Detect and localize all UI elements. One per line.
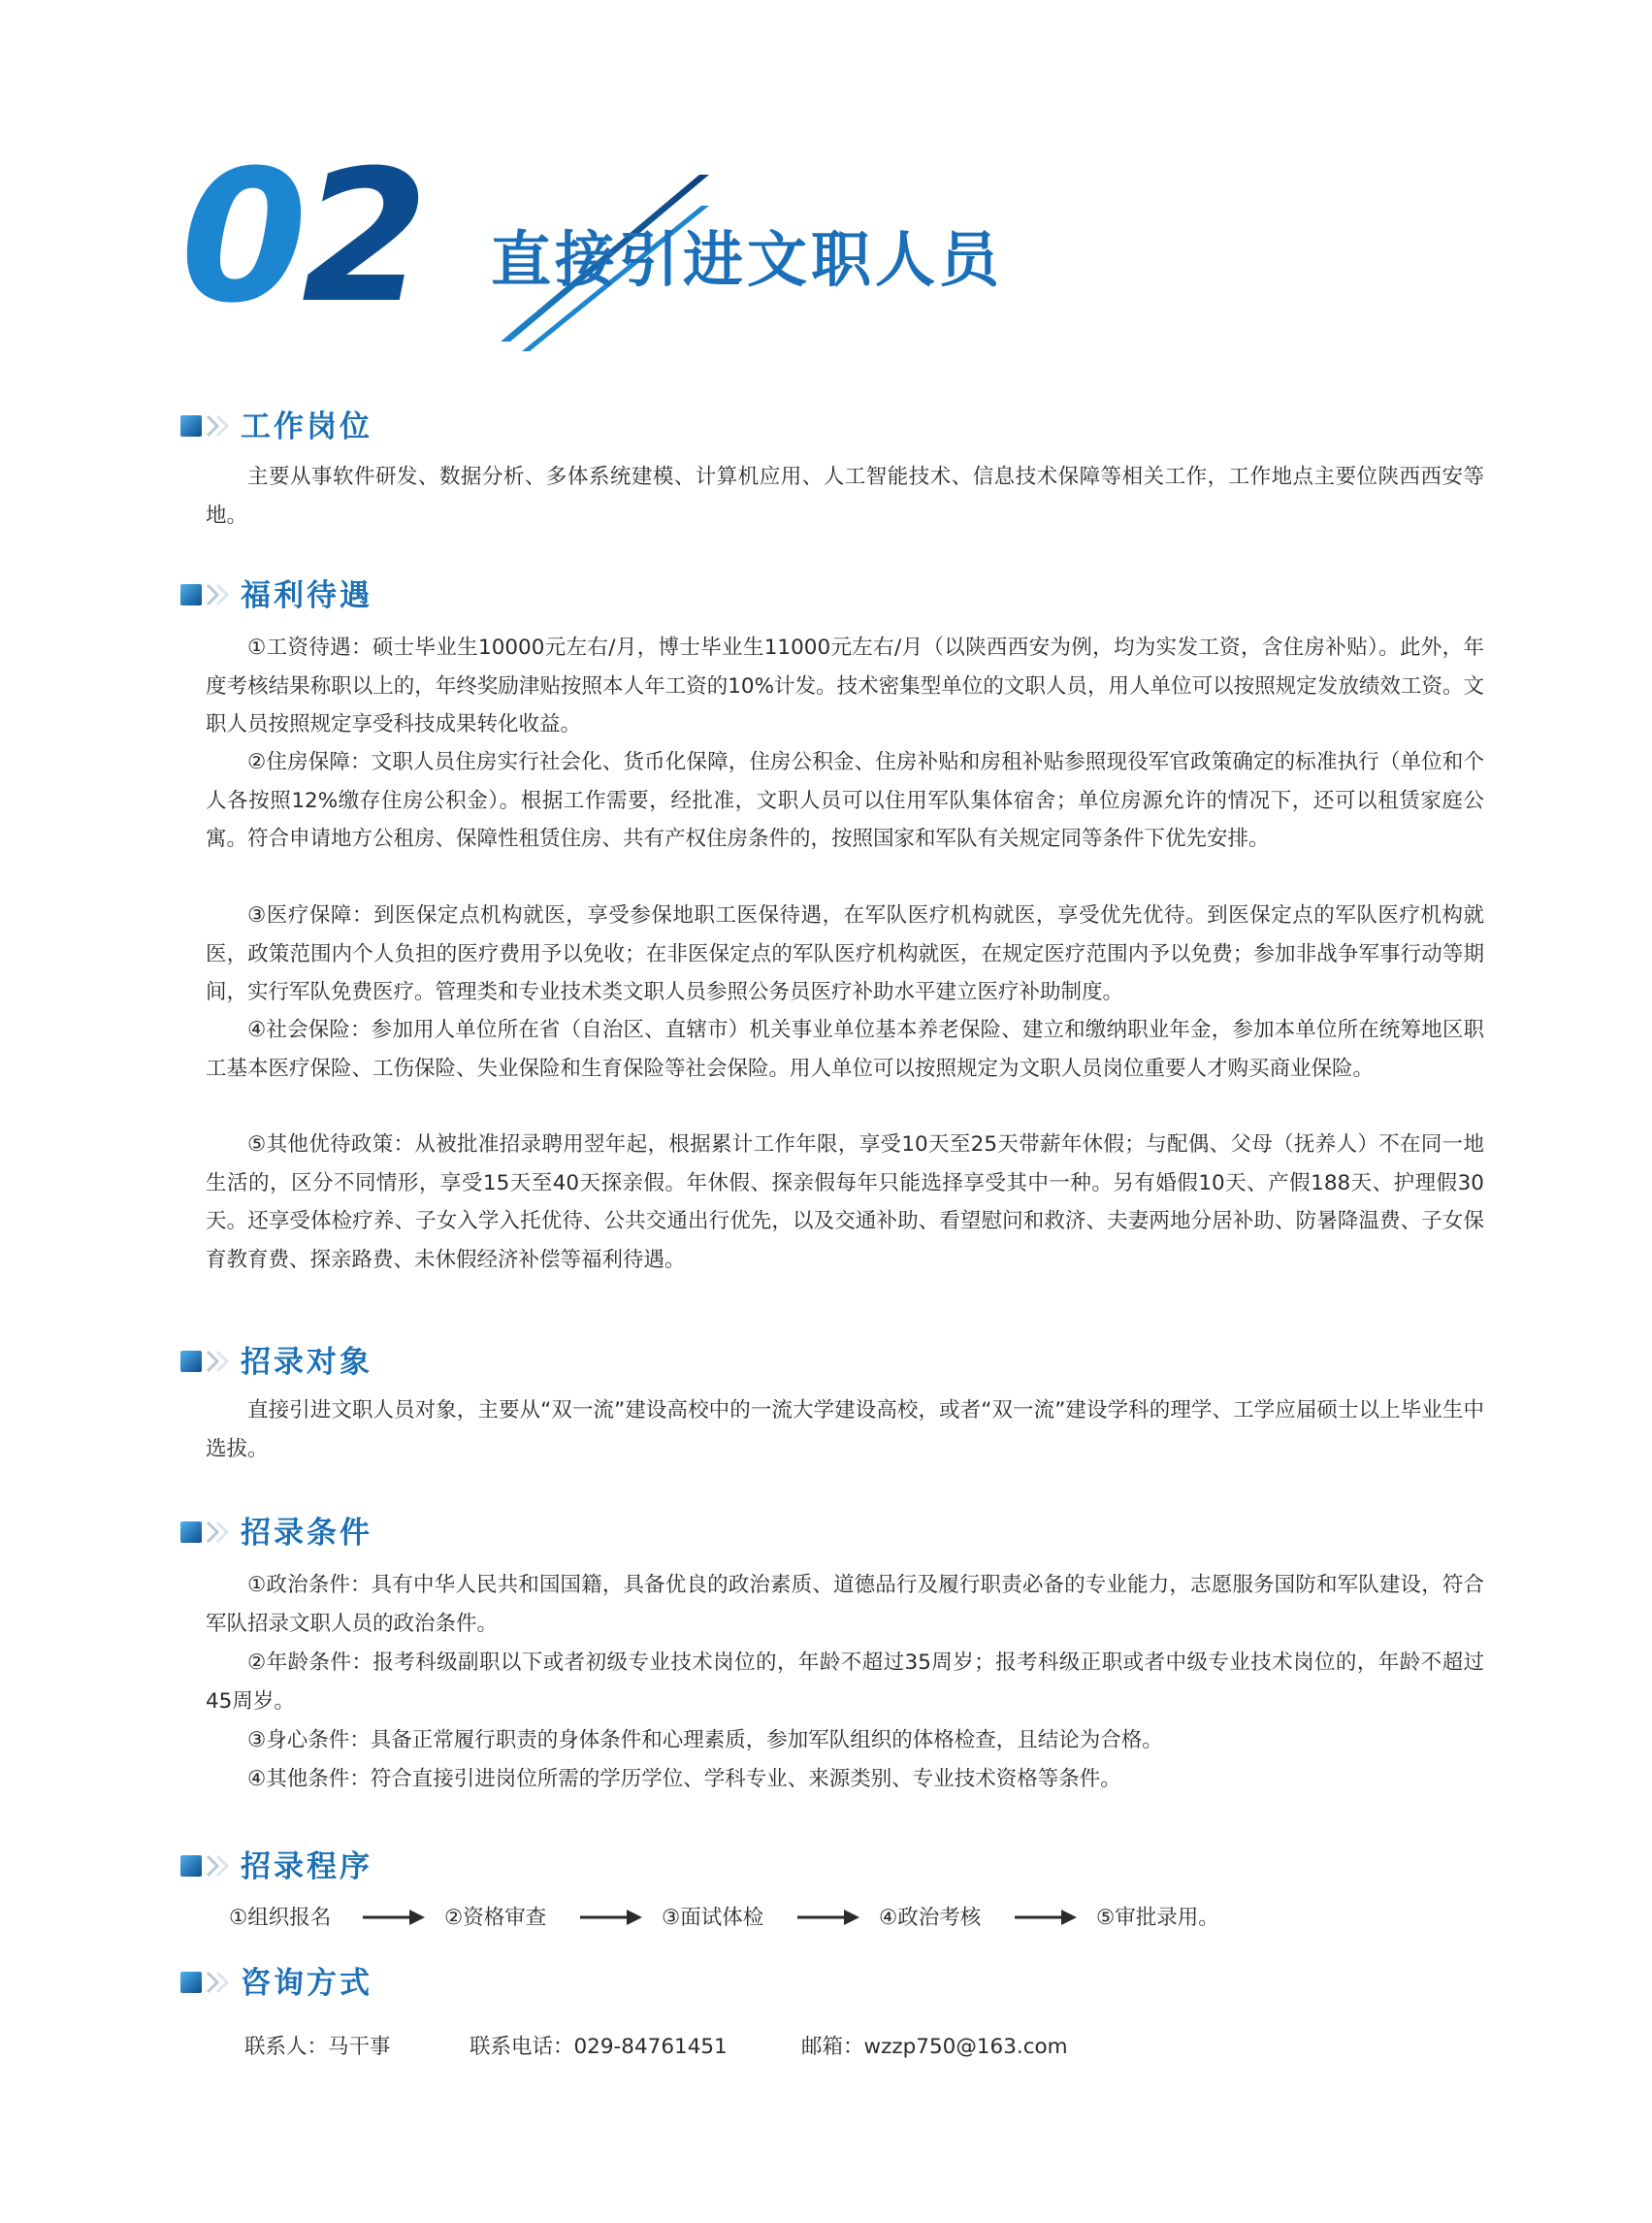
condition-item-age: ②年龄条件：报考科级副职以下或者初级专业技术岗位的，年龄不超过35周岁；报考科级正职或者中级专业技术岗位的，年龄不超过45周岁。 — [206, 1651, 1484, 1714]
arrow-right-icon — [1015, 1907, 1079, 1928]
page-title: 直接引进文职人员 — [491, 224, 1004, 295]
square-chevron-icon — [180, 413, 239, 441]
process-step: ⑤审批录用。 — [1096, 1906, 1219, 1930]
square-chevron-icon — [180, 582, 239, 609]
benefit-item-other: ⑤其他优待政策：从被批准招录聘用翌年起，根据累计工作年限，享受10天至25天带薪年休假；与配偶、父母（抚养人）不在同一地生活的，区分不同情形，享受15天至40天探亲假。年休假、探亲假每年只能选择享受其中一种。另有婚假10天、产假188天、护理假30天。还享受体检疗养、子女入学入托优待、公共交通出行优先，以及交通补助、看望慰问和救济、夫妻两地分居补助、防暑降温费、子女保育教育费、探亲路费、未休假经济补偿等福利待遇。 — [206, 1132, 1484, 1272]
page-header — [180, 131, 1053, 343]
section-title-positions: 工作岗位 — [241, 409, 373, 444]
section-title-contact: 咨询方式 — [241, 1966, 373, 2001]
section-number — [180, 131, 423, 343]
section-title-process: 招录程序 — [241, 1849, 373, 1884]
process-flow — [229, 1899, 1490, 1938]
condition-item-other: ④其他条件：符合直接引进岗位所需的学历学位、学科专业、来源类别、专业技术资格等条件。 — [247, 1767, 1121, 1791]
benefit-item-insurance: ④社会保险：参加用人单位所在省（自治区、直辖市）机关事业单位基本养老保险、建立和缴纳职业年金，参加本单位所在统筹地区职工基本医疗保险、工伤保险、失业保险和生育保险等社会保险。用人单位可以按照规定为文职人员岗位重要人才购买商业保险。 — [206, 1018, 1484, 1081]
section-title-targets: 招录对象 — [241, 1345, 373, 1380]
section-number-digit-0: 0 — [180, 131, 302, 343]
benefit-item-medical: ③医疗保障：到医保定点机构就医，享受参保地职工医保待遇，在军队医疗机构就医，享受优先优待。到医保定点的军队医疗机构就医，政策范围内个人负担的医疗费用予以免收；在非医保定点的军队医疗机构就医，在规定医疗范围内予以免费；参加非战争军事行动等期间，实行军队免费医疗。管理类和专业技术类文职人员参照公务员医疗补助水平建立医疗补助制度。 — [206, 903, 1484, 1004]
condition-item-health: ③身心条件：具备正常履行职责的身体条件和心理素质，参加军队组织的体格检查，且结论为合格。 — [247, 1728, 1163, 1752]
benefit-item-salary: ①工资待遇：硕士毕业生10000元左右/月，博士毕业生11000元左右/月（以陕西西安为例，均为实发工资，含住房补贴）。此外，年度考核结果称职以上的，年终奖励津贴按照本人年工资的10%计发。技术密集型单位的文职人员，用人单位可以按照规定发放绩效工资。文职人员按照规定享受科技成果转化收益。 — [206, 636, 1484, 736]
targets-text: 直接引进文职人员对象，主要从“双一流”建设高校中的一流大学建设高校，或者“双一流”建设学科的理学、工学应届硕士以上毕业生中选拔。 — [206, 1398, 1484, 1461]
benefit-item-housing: ②住房保障：文职人员住房实行社会化、货币化保障，住房公积金、住房补贴和房租补贴参照现役军官政策确定的标准执行（单位和个人各按照12%缴存住房公积金）。根据工作需要，经批准，文职人员可以住用军队集体宿舍；单位房源允许的情况下，还可以租赁家庭公寓。符合申请地方公租房、保障性租赁住房、共有产权住房条件的，按照国家和军队有关规定同等条件下优先安排。 — [206, 750, 1484, 851]
arrow-right-icon — [797, 1907, 861, 1928]
process-step: ③面试体检 — [662, 1906, 764, 1930]
process-step: ①组织报名 — [229, 1906, 332, 1930]
process-step: ②资格审查 — [444, 1906, 547, 1930]
contact-person: 联系人：马干事 — [244, 2035, 391, 2059]
square-chevron-icon — [180, 1970, 239, 1997]
contact-email[interactable]: 邮箱：wzzp750@163.com — [801, 2035, 1068, 2059]
positions-text: 主要从事软件研发、数据分析、多体系统建模、计算机应用、人工智能技术、信息技术保障等相关工作，工作地点主要位陕西西安等地。 — [206, 465, 1484, 528]
square-chevron-icon — [180, 1520, 239, 1547]
square-chevron-icon — [180, 1853, 239, 1880]
process-step: ④政治考核 — [879, 1906, 982, 1930]
arrow-right-icon — [580, 1907, 644, 1928]
arrow-right-icon — [363, 1907, 427, 1928]
section-number-digit-2: 2 — [301, 131, 423, 343]
section-title-conditions: 招录条件 — [241, 1516, 373, 1551]
square-chevron-icon — [180, 1349, 239, 1376]
contact-phone: 联系电话：029-84761451 — [470, 2035, 728, 2059]
condition-item-political: ①政治条件：具有中华人民共和国国籍，具备优良的政治素质、道德品行及履行职责必备的专业能力，志愿服务国防和军队建设，符合军队招录文职人员的政治条件。 — [206, 1573, 1484, 1636]
section-title-benefits: 福利待遇 — [241, 578, 373, 613]
